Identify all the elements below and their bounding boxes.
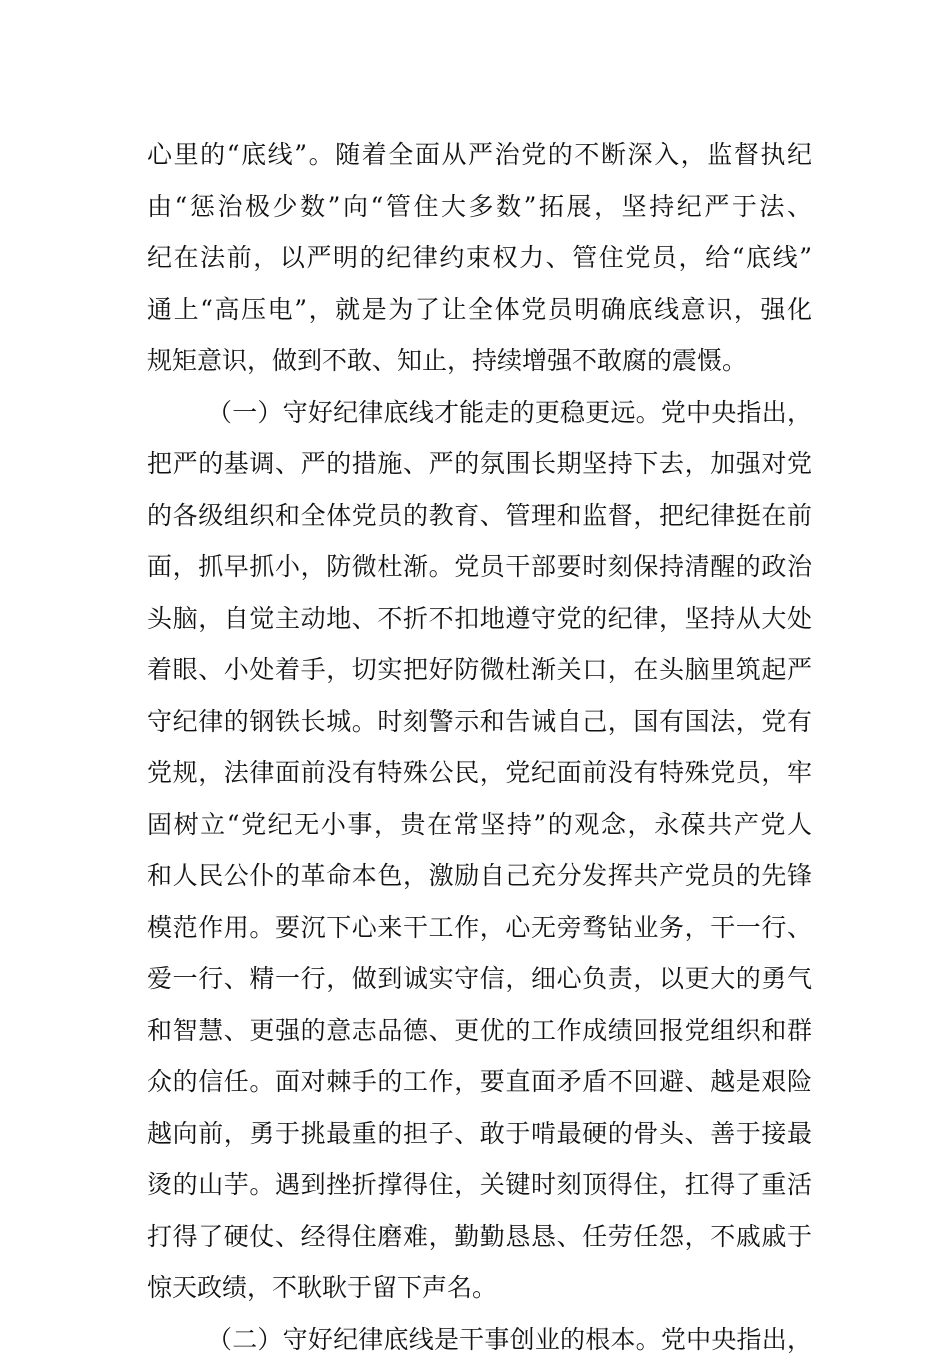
section-heading-line: （二）守好纪律底线是干事创业的根本。党中央指出，	[147, 1314, 812, 1365]
text-line: 着眼、小处着手，切实把好防微杜渐关口，在头脑里筑起严	[147, 644, 812, 696]
text-line: 守纪律的钢铁长城。时刻警示和告诫自己，国有国法，党有	[147, 696, 812, 748]
text-line: 和智慧、更强的意志品德、更优的工作成绩回报党组织和群	[147, 1005, 812, 1057]
text-line: 惊天政绩，不耿耿于留下声名。	[147, 1262, 812, 1314]
text-line: 头脑，自觉主动地、不折不扣地遵守党的纪律，坚持从大处	[147, 593, 812, 645]
text-line: 心里的“底线”。随着全面从严治党的不断深入，监督执纪	[147, 129, 812, 181]
text-line: 打得了硬仗、经得住磨难，勤勤恳恳、任劳任怨，不戚戚于	[147, 1211, 812, 1263]
text-line: 烫的山芋。遇到挫折撑得住，关键时刻顶得住，扛得了重活	[147, 1159, 812, 1211]
text-line: 党规，法律面前没有特殊公民，党纪面前没有特殊党员，牢	[147, 747, 812, 799]
text-line: 纪在法前，以严明的纪律约束权力、管住党员，给“底线”	[147, 232, 812, 284]
text-line: 规矩意识，做到不敢、知止，持续增强不敢腐的震慑。	[147, 335, 812, 387]
text-line: 和人民公仆的革命本色，激励自己充分发挥共产党员的先锋	[147, 850, 812, 902]
text-line: 把严的基调、严的措施、严的氛围长期坚持下去，加强对党	[147, 438, 812, 490]
text-line: 面，抓早抓小，防微杜渐。党员干部要时刻保持清醒的政治	[147, 541, 812, 593]
section-heading-line: （一）守好纪律底线才能走的更稳更远。党中央指出，	[147, 387, 812, 439]
text-line: 越向前，勇于挑最重的担子、敢于啃最硬的骨头、善于接最	[147, 1108, 812, 1160]
text-line: 众的信任。面对棘手的工作，要直面矛盾不回避、越是艰险	[147, 1056, 812, 1108]
text-line: 的各级组织和全体党员的教育、管理和监督，把纪律挺在前	[147, 490, 812, 542]
text-line: 固树立“党纪无小事，贵在常坚持”的观念，永葆共产党人	[147, 799, 812, 851]
text-line: 由“惩治极少数”向“管住大多数”拓展，坚持纪严于法、	[147, 181, 812, 233]
text-line: 模范作用。要沉下心来干工作，心无旁骛钻业务，干一行、	[147, 902, 812, 954]
text-line: 爱一行、精一行，做到诚实守信，细心负责，以更大的勇气	[147, 953, 812, 1005]
text-line: 通上“高压电”，就是为了让全体党员明确底线意识，强化	[147, 284, 812, 336]
body-text	[147, 129, 812, 1365]
